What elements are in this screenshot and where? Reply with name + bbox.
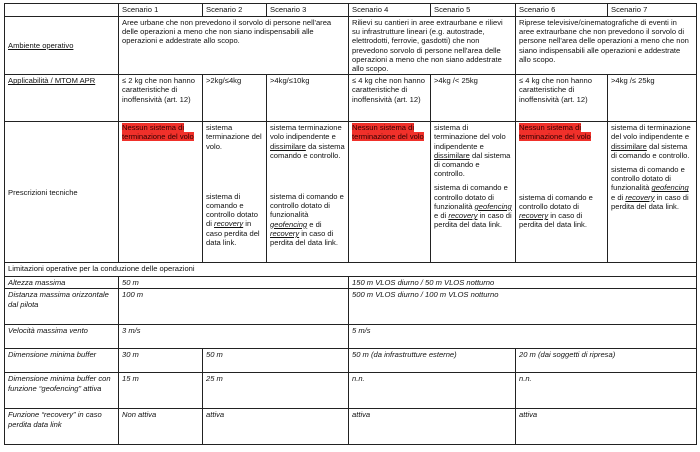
s5-command-text: sistema di comando e controllo dotato di funzionalità [434,183,508,211]
operations-table [4,3,697,445]
buffer-s23: 50 m [203,349,349,373]
s7-geofencing-term: geofencing [651,183,689,193]
ambiente-s123: Aree urbane che non prevedono il sorvolo di persone nell'area delle operazioni a meno che non siano indispensabili alle operazioni e addestrate allo scopo. [119,17,349,75]
distanza-s4567: 500 m VLOS diurno / 100 m VLOS notturno [349,289,697,325]
s3-and-text: e di [309,219,322,229]
applicabilita-row [5,75,697,122]
no-termination-highlight: Nessun sistema di terminazione del volo [122,123,194,142]
s3-recovery-term: recovery [270,228,300,238]
distanza-s123: 100 m [119,289,349,325]
s5-datalink-text: in caso di perdita del data link. [434,211,512,230]
no-termination-highlight: Nessun sistema di terminazione del volo [519,123,591,142]
altezza-label: Altezza massima [5,277,119,289]
velocita-s123: 3 m/s [119,325,349,349]
s3-termination-text-2: da sistema comando e controllo. [270,141,345,160]
s2-command-text: sistema di comando e controllo dotato di [206,191,258,229]
prescrizioni-label: Prescrizioni tecniche [5,122,119,263]
scenario-6-header: Scenario 6 [516,4,608,17]
scenario-2-header: Scenario 2 [203,4,267,17]
ambiente-s67: Riprese televisive/cinematografiche di eventi in aree extraurbane che non prevedono il sorvolo di persone nell'area delle operazioni a meno che non siano indispensabili alle operazioni e addestrate allo scopo. [516,17,697,75]
prescrizioni-s7 [608,122,697,263]
applicabilita-s5: >4kg /< 25kg [431,75,516,122]
velocita-label: Velocità massima vento [5,325,119,349]
s5-and-text: e di [434,211,447,221]
prescrizioni-row [5,122,697,263]
altezza-s4567: 150 m VLOS diurno / 50 m VLOS notturno [349,277,697,289]
prescrizioni-s4 [349,122,431,263]
buffer-geofencing-row [5,373,697,409]
recovery-s45: attiva [349,409,516,445]
distanza-label: Distanza massima orizzontale dal pilota [5,289,119,325]
s3-datalink-text: in caso di perdita del data link. [270,228,338,248]
prescrizioni-s3 [267,122,349,263]
applicabilita-s2: >2kg/≤4kg [203,75,267,122]
prescrizioni-s1 [119,122,203,263]
s5-termination-text: sistema di terminazione del volo indipendente e [434,123,506,151]
buffer-s1: 30 m [119,349,203,373]
limitazioni-section-row [5,263,697,277]
s7-termination-text: sistema di terminazione del volo indipendente e [611,123,691,142]
buffer-label: Dimensione minima buffer [5,349,119,373]
s7-command-text: sistema di comando e controllo dotato di funzionalità [611,165,685,193]
s5-dissimilare-term: dissimilare [434,150,470,160]
buffer-geo-s23: 25 m [203,373,349,409]
s7-datalink-text: in caso di perdita del data link. [611,192,689,211]
no-termination-highlight: Nessun sistema di terminazione del volo [352,123,424,142]
s2-datalink-text: in caso perdita del data link. [206,219,260,247]
s7-dissimilare-term: dissimilare [611,141,647,151]
prescrizioni-s2 [203,122,267,263]
scenario-1-header: Scenario 1 [119,4,203,17]
applicabilita-s4: ≤ 4 kg che non hanno caratteristiche di inoffensività (art. 12) [349,75,431,122]
s7-termination-text-2: dal sistema di comando e controllo. [611,141,690,160]
recovery-label-c: in caso perdita data link [8,410,102,429]
buffer-geo-s67: n.n. [516,373,697,409]
s3-termination-text: sistema terminazione volo indipendente e [270,123,342,142]
s2-termination-text: sistema terminazione del volo. [206,123,262,151]
velocita-s4567: 5 m/s [349,325,697,349]
buffer-geofencing-label-b: “geofencing” [38,383,82,393]
recovery-s67: attiva [516,409,697,445]
applicabilita-label: Applicabilità / MTOM APR [5,75,119,122]
scenario-4-header: Scenario 4 [349,4,431,17]
applicabilita-s7: >4kg /≤ 25kg [608,75,697,122]
s5-termination-text-2: dal sistema di comando e controllo. [434,150,511,179]
limitazioni-section-title: Limitazioni operative per la conduzione delle operazioni [5,263,697,277]
applicabilita-s6: ≤ 4 kg che non hanno caratteristiche di inoffensività (art. 12) [516,75,608,122]
distanza-row [5,289,697,325]
altezza-s123: 50 m [119,277,349,289]
s6-command-text: sistema di comando e controllo dotato di [519,192,593,211]
s7-recovery-term: recovery [625,192,655,202]
ambiente-s45: Rilievi su cantieri in aree extraurbane e rilievi su infrastrutture lineari (e.g. autostrade, elettrodotti, ferrovie, gasdotti) che non prevedono sorvolo di persone nell'area delle operazioni a meno che non siano addestrate allo scopo. [349,17,516,75]
recovery-label [5,409,119,445]
buffer-geofencing-label-c: attiva [83,383,102,393]
s5-recovery-term: recovery [448,211,478,221]
s6-datalink-text: in caso di perdita del data link. [519,211,587,230]
scenario-7-header: Scenario 7 [608,4,697,17]
buffer-row [5,349,697,373]
recovery-s1: Non attiva [119,409,203,445]
buffer-s45: 50 m (da infrastrutture esterne) [349,349,516,373]
s5-geofencing-term: geofencing [474,201,512,211]
recovery-label-b: “recovery” [41,410,76,420]
recovery-row [5,409,697,445]
s6-recovery-term: recovery [519,211,549,221]
ambiente-row [5,17,697,75]
altezza-row [5,277,697,289]
buffer-geo-s45: n.n. [349,373,516,409]
prescrizioni-s5 [431,122,516,263]
ambiente-label: Ambiente operativo [5,17,119,75]
s2-recovery-term: recovery [214,219,244,229]
velocita-row [5,325,697,349]
applicabilita-s3: >4kg/≤10kg [267,75,349,122]
buffer-s67: 20 m (dai soggetti di ripresa) [516,349,697,373]
header-corner [5,4,119,17]
s3-command-text: sistema di comando e controllo dotato di funzionalità [270,192,344,220]
scenario-3-header: Scenario 3 [267,4,349,17]
s7-and-text: e di [611,192,624,202]
applicabilita-s1: ≤ 2 kg che non hanno caratteristiche di inoffensività (art. 12) [119,75,203,122]
scenario-5-header: Scenario 5 [431,4,516,17]
buffer-geofencing-label [5,373,119,409]
buffer-geo-s1: 15 m [119,373,203,409]
header-row [5,4,697,17]
recovery-s23: attiva [203,409,349,445]
recovery-label-a: Funzione [8,410,40,420]
s3-geofencing-term: geofencing [270,219,308,229]
s3-dissimilare-term: dissimilare [270,141,306,151]
prescrizioni-s6 [516,122,608,263]
buffer-geofencing-label-a: Dimensione minima buffer con funzione [8,374,111,393]
